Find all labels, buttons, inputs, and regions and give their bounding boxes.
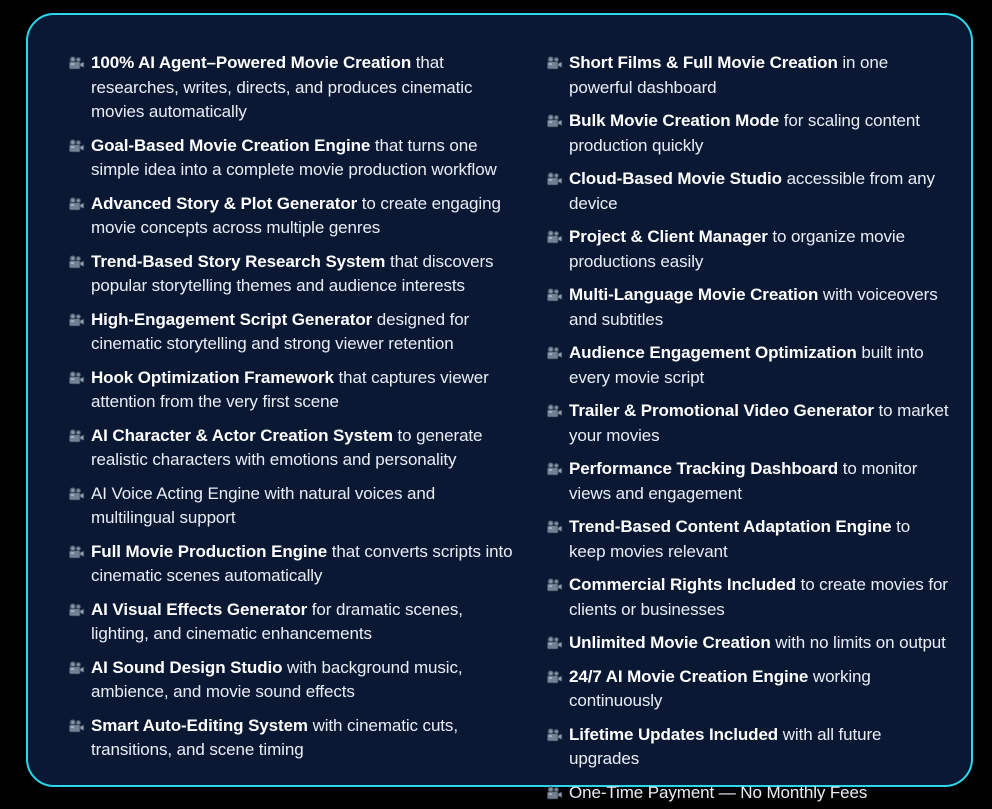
feature-rest-text: that discovers popular storytelling themes and audience interests bbox=[91, 251, 494, 295]
movie-camera-icon bbox=[68, 55, 85, 72]
feature-bold-text: Unlimited Movie Creation bbox=[569, 633, 771, 652]
feature-rest-text: to keep movies relevant bbox=[569, 517, 911, 561]
feature-rest-text: to market your movies bbox=[569, 401, 949, 445]
feature-bold-text: Project & Client Manager bbox=[569, 227, 768, 246]
feature-list-left bbox=[68, 51, 520, 763]
feature-rest-text: with voiceovers and subtitles bbox=[569, 285, 938, 329]
movie-camera-icon bbox=[546, 287, 563, 304]
feature-bold-text: Performance Tracking Dashboard bbox=[569, 459, 839, 478]
feature-bold-text: Cloud-Based Movie Studio bbox=[569, 169, 782, 188]
movie-camera-icon bbox=[68, 138, 85, 155]
feature-bold-text: AI Character & Actor Creation System bbox=[91, 425, 393, 445]
feature-bold-text: Short Films & Full Movie Creation bbox=[569, 53, 838, 72]
feature-bold-text: AI Sound Design Studio bbox=[91, 657, 283, 677]
feature-rest-text: to monitor views and engagement bbox=[569, 459, 918, 503]
movie-camera-icon bbox=[68, 254, 85, 271]
feature-bold-text: Trailer & Promotional Video Generator bbox=[569, 401, 874, 420]
feature-list-item bbox=[68, 424, 520, 473]
feature-bold-text: Lifetime Updates Included bbox=[569, 724, 779, 744]
feature-rest-text: accessible from any device bbox=[569, 169, 935, 213]
feature-list-item bbox=[546, 51, 949, 100]
feature-list-item bbox=[546, 631, 949, 656]
movie-camera-icon bbox=[546, 113, 563, 130]
feature-list-item bbox=[68, 714, 520, 763]
feature-list-item bbox=[68, 192, 520, 241]
features-columns bbox=[28, 15, 971, 809]
feature-list-item bbox=[68, 598, 520, 647]
feature-list-item bbox=[546, 515, 949, 564]
feature-bold-text: 100% AI Agent–Powered Movie Creation bbox=[91, 53, 412, 72]
feature-rest-text: One-Time Payment — No Monthly Fees bbox=[569, 782, 868, 802]
movie-camera-icon bbox=[546, 55, 563, 72]
feature-bold-text: Trend-Based Story Research System bbox=[91, 251, 386, 271]
feature-bold-text: Full Movie Production Engine bbox=[91, 541, 328, 561]
feature-bold-text: Smart Auto-Editing System bbox=[91, 715, 308, 735]
feature-rest-text: designed for cinematic storytelling and strong viewer retention bbox=[91, 309, 470, 353]
feature-bold-text: Hook Optimization Framework bbox=[91, 367, 334, 387]
feature-rest-text: to create movies for clients or businesses bbox=[569, 575, 948, 619]
feature-list-item bbox=[68, 250, 520, 299]
feature-rest-text: with no limits on output bbox=[770, 633, 946, 652]
movie-camera-icon bbox=[68, 370, 85, 387]
feature-list-item bbox=[68, 656, 520, 705]
feature-rest-text: with cinematic cuts, transitions, and scene timing bbox=[91, 715, 458, 759]
feature-list-item bbox=[68, 134, 520, 183]
feature-list-item bbox=[546, 341, 949, 390]
movie-camera-icon bbox=[546, 635, 563, 652]
feature-rest-text: that researches, writes, directs, and produces cinematic movies automatically bbox=[91, 53, 473, 121]
feature-list-item bbox=[546, 665, 949, 714]
feature-bold-text: Commercial Rights Included bbox=[569, 575, 796, 594]
feature-list-item bbox=[546, 109, 949, 158]
feature-list-item bbox=[68, 51, 520, 125]
feature-rest-text: to generate realistic characters with emotions and personality bbox=[91, 425, 483, 469]
feature-bold-text: Trend-Based Content Adaptation Engine bbox=[569, 517, 892, 536]
movie-camera-icon bbox=[68, 312, 85, 329]
features-column-left bbox=[68, 51, 520, 809]
movie-camera-icon bbox=[546, 345, 563, 362]
movie-camera-icon bbox=[68, 196, 85, 213]
features-column-right bbox=[546, 51, 949, 809]
feature-bold-text: Multi-Language Movie Creation bbox=[569, 285, 819, 304]
feature-list-item bbox=[546, 723, 949, 772]
feature-bold-text: AI Visual Effects Generator bbox=[91, 599, 308, 619]
movie-camera-icon bbox=[68, 660, 85, 677]
features-panel bbox=[26, 13, 973, 802]
feature-list-item bbox=[546, 457, 949, 506]
feature-list-item bbox=[68, 308, 520, 357]
feature-bold-text: 24/7 AI Movie Creation Engine bbox=[569, 666, 809, 686]
feature-rest-text: working continuously bbox=[569, 666, 871, 710]
feature-rest-text: to create engaging movie concepts across multiple genres bbox=[91, 193, 501, 237]
feature-rest-text: that converts scripts into cinematic scenes automatically bbox=[91, 541, 513, 585]
feature-list-item bbox=[68, 366, 520, 415]
feature-rest-text: built into every movie script bbox=[569, 343, 924, 387]
feature-rest-text: in one powerful dashboard bbox=[569, 53, 889, 97]
movie-camera-icon bbox=[546, 785, 563, 802]
movie-camera-icon bbox=[546, 229, 563, 246]
feature-list-item bbox=[546, 283, 949, 332]
feature-list-item bbox=[68, 482, 520, 531]
movie-camera-icon bbox=[546, 171, 563, 188]
feature-rest-text: for dramatic scenes, lighting, and cinematic enhancements bbox=[91, 599, 463, 643]
feature-bold-text: High-Engagement Script Generator bbox=[91, 309, 373, 329]
movie-camera-icon bbox=[546, 519, 563, 536]
feature-list-item bbox=[546, 573, 949, 622]
feature-bold-text: Advanced Story & Plot Generator bbox=[91, 193, 358, 213]
movie-camera-icon bbox=[546, 461, 563, 478]
movie-camera-icon bbox=[68, 718, 85, 735]
movie-camera-icon bbox=[546, 403, 563, 420]
movie-camera-icon bbox=[68, 544, 85, 561]
feature-list-item bbox=[546, 167, 949, 216]
movie-camera-icon bbox=[68, 486, 85, 503]
movie-camera-icon bbox=[68, 428, 85, 445]
feature-list-item bbox=[546, 225, 949, 274]
feature-bold-text: Goal-Based Movie Creation Engine bbox=[91, 135, 371, 155]
feature-rest-text: for scaling content production quickly bbox=[569, 111, 920, 155]
feature-rest-text: with background music, ambience, and movie sound effects bbox=[91, 657, 463, 701]
feature-list-item bbox=[546, 399, 949, 448]
feature-rest-text: with all future upgrades bbox=[569, 724, 882, 768]
movie-camera-icon bbox=[546, 577, 563, 594]
feature-list-right bbox=[546, 51, 949, 805]
movie-camera-icon bbox=[546, 669, 563, 686]
feature-bold-text: Bulk Movie Creation Mode bbox=[569, 111, 780, 130]
feature-rest-text: AI Voice Acting Engine with natural voices and multilingual support bbox=[91, 483, 436, 527]
feature-rest-text: that captures viewer attention from the very first scene bbox=[91, 367, 489, 411]
feature-rest-text: to organize movie productions easily bbox=[569, 227, 905, 271]
feature-rest-text: that turns one simple idea into a complete movie production workflow bbox=[91, 135, 497, 179]
feature-bold-text: Audience Engagement Optimization bbox=[569, 343, 857, 362]
movie-camera-icon bbox=[68, 602, 85, 619]
feature-list-item bbox=[546, 781, 949, 806]
movie-camera-icon bbox=[546, 727, 563, 744]
feature-list-item bbox=[68, 540, 520, 589]
